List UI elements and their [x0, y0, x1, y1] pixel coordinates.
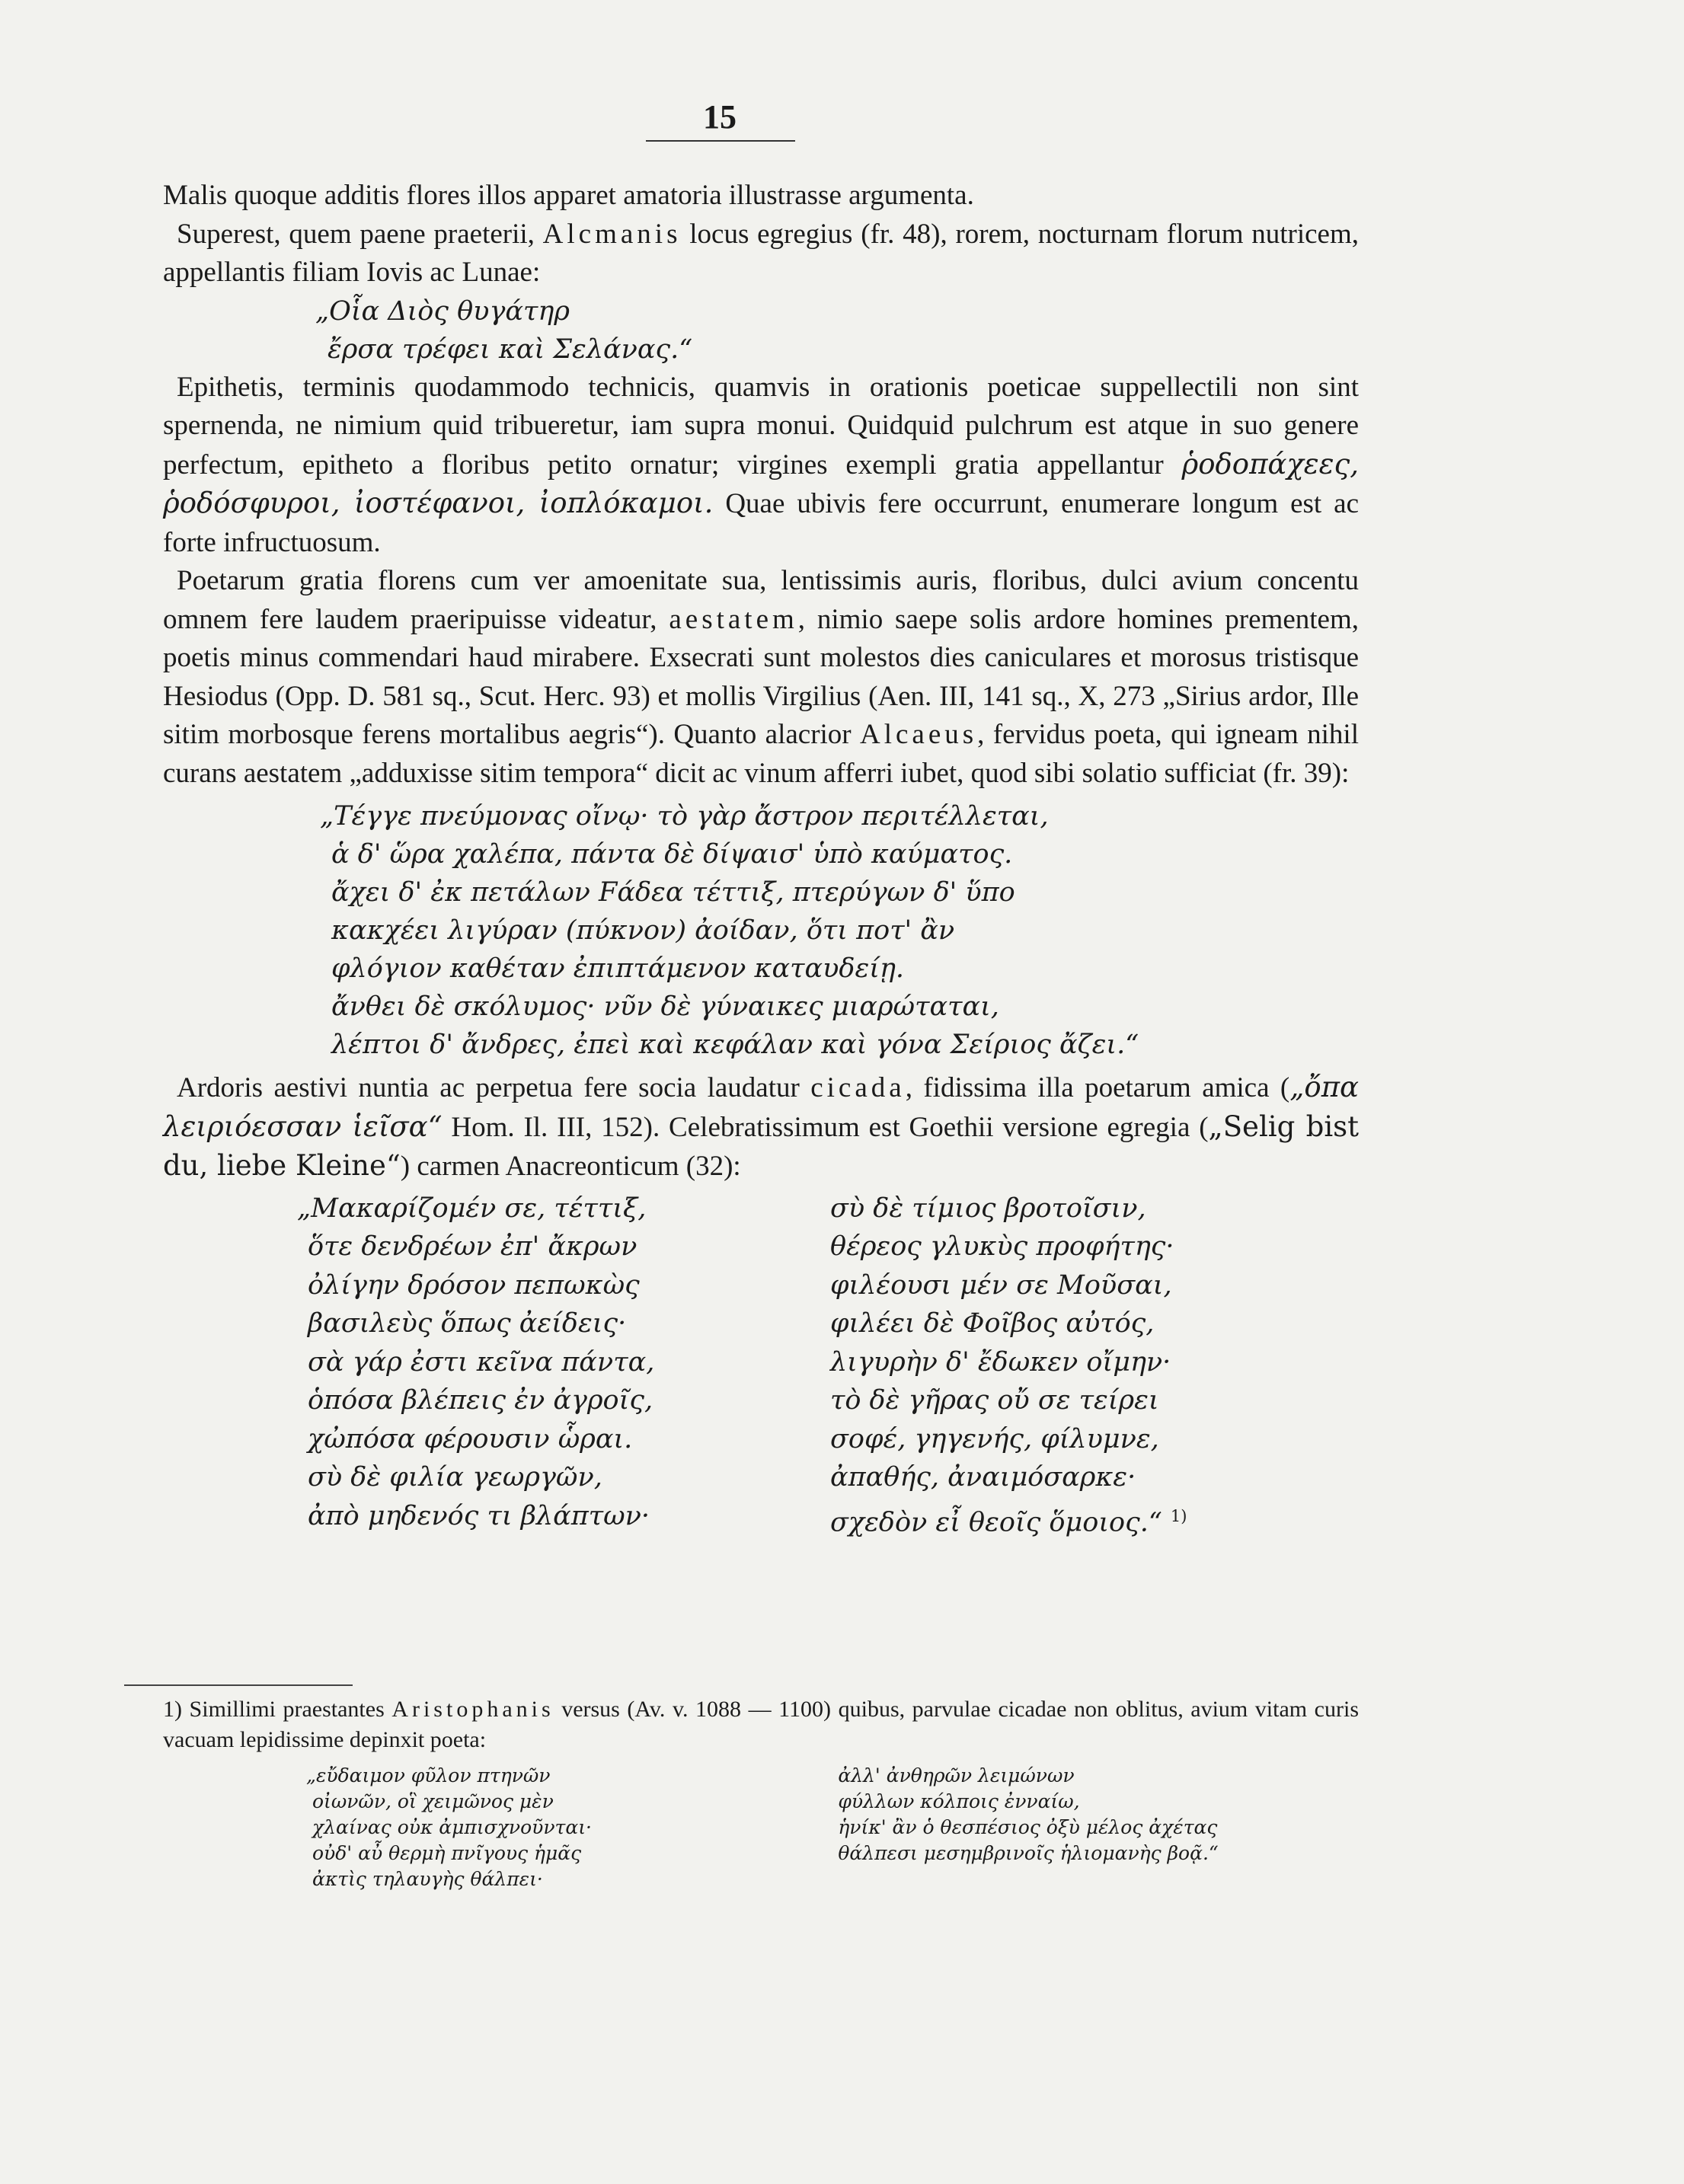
alcman-name: Alcmanis	[542, 218, 682, 250]
footnote-marker[interactable]: 1)	[1170, 1506, 1187, 1525]
homer-quote-greek: „ὄπα λειριόεσσαν ἱεῖσα“	[163, 1071, 1359, 1143]
footnote-text-a: 1) Simillimi praestantes	[163, 1697, 392, 1722]
aristophanes-right-column	[838, 1763, 1359, 1892]
goethe-title: „Selig bist du, liebe Kleine“	[163, 1110, 1360, 1182]
main-text	[163, 177, 1359, 1542]
verse-line: οἰωνῶν, οἳ χειμῶνος μὲν	[312, 1790, 554, 1812]
paragraph-3-text-b: Quae ubivis fere occurrunt, enumerare longum est ac forte infructuosum.	[163, 488, 1359, 558]
verse-line: ἡνίκ' ἂν ὁ θεσπέσιος ὀξὺ μέλος ἀχέτας	[838, 1816, 1218, 1838]
cicada-word: cicada	[810, 1072, 906, 1103]
verse-line: ἀλλ' ἀνθηρῶν λειμώνων	[838, 1764, 1075, 1786]
paragraph-4-text-b: , nimio saepe solis ardore homines prementem, poetis minus commendari haud mirabere. Exsecrati sunt molestos dies caniculares et morosus tristisque Hesiodus (Opp. D. 581 sq., Scut. Herc. 93) et mollis Virgilius (Aen. III, 141 sq., X, 273 „Sirius ardor, Ille sitim morbosque ferens mortalibus aegris“). Quanto alacrior	[163, 603, 1359, 750]
verse-line: „Μακαρίζομέν σε, τέττιξ,	[297, 1193, 647, 1224]
aristophanes-left-column	[163, 1763, 838, 1892]
verse-line: σὺ δὲ φιλία γεωργῶν,	[308, 1462, 602, 1493]
verse-line: κακχέει λιγύραν (πύκνον) ἀοίδαν, ὅτι ποτ' ἂν	[331, 915, 955, 946]
verse-line: ὀλίγην δρόσον πεπωκὼς	[308, 1269, 640, 1301]
verse-line: τὸ δὲ γῆρας οὔ σε τείρει	[830, 1385, 1159, 1416]
verse-line: βασιλεὺς ὅπως ἀείδεις·	[308, 1308, 627, 1339]
verse-line: ὅτε δενδρέων ἐπ' ἄκρων	[308, 1231, 637, 1262]
verse-line: ἀπὸ μηδενός τι βλάπτων·	[308, 1500, 650, 1531]
verse-line: θέρεος γλυκὺς προφήτης·	[830, 1231, 1174, 1262]
verse-line: ἁ δ' ὥρα χαλέπα, πάντα δὲ δίψαισ' ὑπὸ καύματος.	[331, 839, 1013, 870]
quote-alcman	[163, 292, 1359, 369]
paragraph-3-text-a: Epithetis, terminis quodammodo technicis, quamvis in orationis poeticae suppellectili non sint spernenda, ne nimium quid tribueretur, iam supra monui. Quidquid pulchrum est atque in suo genere perfectum, epitheto a floribus petito ornatur; virgines exempli gratia appellantur	[163, 371, 1359, 481]
epithets-greek: ῥοδοπάχεες, ῥοδόσφυροι, ἰοστέφανοι, ἰοπλόκαμοι.	[163, 447, 1359, 519]
footnote-text-b: versus (Av. v. 1088 — 1100) quibus, parvulae cicadae non oblitus, avium vitam curis vacuam lepidissime depinxit poeta:	[163, 1697, 1359, 1752]
verse-line: „Τέγγε πνεύμονας οἴνῳ· τὸ γὰρ ἄστρον περιτέλλεται,	[320, 801, 1049, 832]
footnote-rule	[124, 1684, 353, 1686]
verse-line: λιγυρὴν δ' ἔδωκεν οἴμην·	[830, 1346, 1171, 1378]
paragraph-5-text-d: ) carmen Anacreonticum (32):	[400, 1151, 741, 1182]
aestatem-word: aestatem	[669, 603, 798, 635]
verse-line: φιλέουσι μέν σε Μοῦσαι,	[830, 1269, 1172, 1301]
verse-line: ἔρσα τρέφει καὶ Σελάνας.“	[328, 334, 693, 365]
paragraph-2-text-b: locus egregius (fr. 48), rorem, nocturnam florum nutricem, appellantis filiam Iovis ac Lunae:	[163, 218, 1360, 288]
verse-line: ἀπαθής, ἀναιμόσαρκε·	[830, 1462, 1136, 1493]
verse-line: λέπτοι δ' ἄνδρες, ἐπεὶ καὶ κεφάλαν καὶ γόνα Σείριος ἄζει.“	[331, 1030, 1139, 1060]
verse-line: φλόγιον καθέταν ἐπιπτάμενον καταυδείῃ.	[331, 953, 905, 984]
verse-line: φιλέει δὲ Φοῖβος αὐτός,	[830, 1308, 1155, 1339]
verse-line: σοφέ, γηγενής, φίλυμνε,	[830, 1423, 1159, 1454]
verse-line: ἄχει δ' ἐκ πετάλων Fάδεα τέττιξ, πτερύγων δ' ὕπο	[331, 877, 1015, 908]
paragraph-5-text-b: , fidissima illa poetarum amica (	[905, 1072, 1290, 1103]
paragraph-3	[163, 369, 1359, 563]
verse-line: „εὔδαιμον φῦλον πτηνῶν	[306, 1764, 551, 1786]
verse-line: οὐδ' αὖ θερμὴ πνῖγους ἡμᾶς	[312, 1842, 582, 1864]
verse-line: θάλπεσι μεσημβρινοῖς ἡλιομανὴς βοᾷ.“	[838, 1842, 1219, 1864]
anacreon-left-column	[163, 1189, 830, 1542]
verse-line-text: σχεδὸν εἶ θεοῖς ὅμοιος.“	[830, 1507, 1162, 1538]
paragraph-1	[163, 177, 1359, 216]
verse-line: ἀκτὶς τηλαυγὴς θάλπει·	[312, 1868, 543, 1890]
aristophanes-verses	[163, 1763, 1359, 1892]
verse-line: ὁπόσα βλέπεις ἐν ἀγροῖς,	[308, 1385, 653, 1416]
paragraph-5-text-a: Ardoris aestivi nuntia ac perpetua fere socia laudatur	[177, 1072, 811, 1103]
paragraph-2	[163, 216, 1359, 292]
paragraph-2-text-a: Superest, quem paene praeterii,	[177, 218, 543, 250]
page-number-rule	[646, 140, 795, 142]
alcaeus-name: Alcaeus	[860, 719, 978, 750]
footnote-text	[163, 1694, 1359, 1755]
paragraph-4	[163, 562, 1359, 793]
paragraph-5-text-c: Hom. Il. III, 152). Celebratissimum est Goethii versione egregia (	[442, 1111, 1209, 1143]
anacreon-right-column	[830, 1189, 1348, 1542]
anacreon-poem	[163, 1189, 1359, 1542]
verse-line: χὠπόσα φέρουσιν ὧραι.	[308, 1423, 633, 1454]
paragraph-5	[163, 1068, 1359, 1186]
quote-alcaeus	[163, 797, 1359, 1064]
footnote	[163, 1694, 1359, 1892]
paragraph-1-text: Malis quoque additis flores illos apparet amatoria illustrasse argumenta.	[163, 180, 974, 211]
verse-line: χλαίνας οὐκ ἀμπισχνοῦνται·	[312, 1816, 592, 1838]
verse-line	[830, 1497, 1348, 1542]
page-number: 15	[703, 98, 737, 136]
verse-line: φύλλων κόλποις ἐνναίω,	[838, 1790, 1080, 1812]
paragraph-4-text-a: Poetarum gratia florens cum ver amoenitate sua, lentissimis auris, floribus, dulci avium concentu omnem fere laudem praeripuisse videatur,	[163, 565, 1359, 635]
aristophanes-name: Aristophanis	[391, 1697, 554, 1722]
verse-line: σὺ δὲ τίμιος βροτοῖσιν,	[830, 1193, 1146, 1224]
verse-line: σὰ γάρ ἐστι κεῖνα πάντα,	[308, 1346, 655, 1378]
verse-line: ἄνθει δὲ σκόλυμος· νῦν δὲ γύναικες μιαρώταται,	[331, 991, 999, 1022]
verse-line: „Οἷα Διὸς θυγάτηρ	[315, 295, 570, 327]
paragraph-4-text-c: , fervidus poeta, qui igneam nihil curans aestatem „adduxisse sitim tempora“ dicit ac vinum afferri iubet, quod sibi solatio sufficiat (fr. 39):	[163, 719, 1359, 789]
